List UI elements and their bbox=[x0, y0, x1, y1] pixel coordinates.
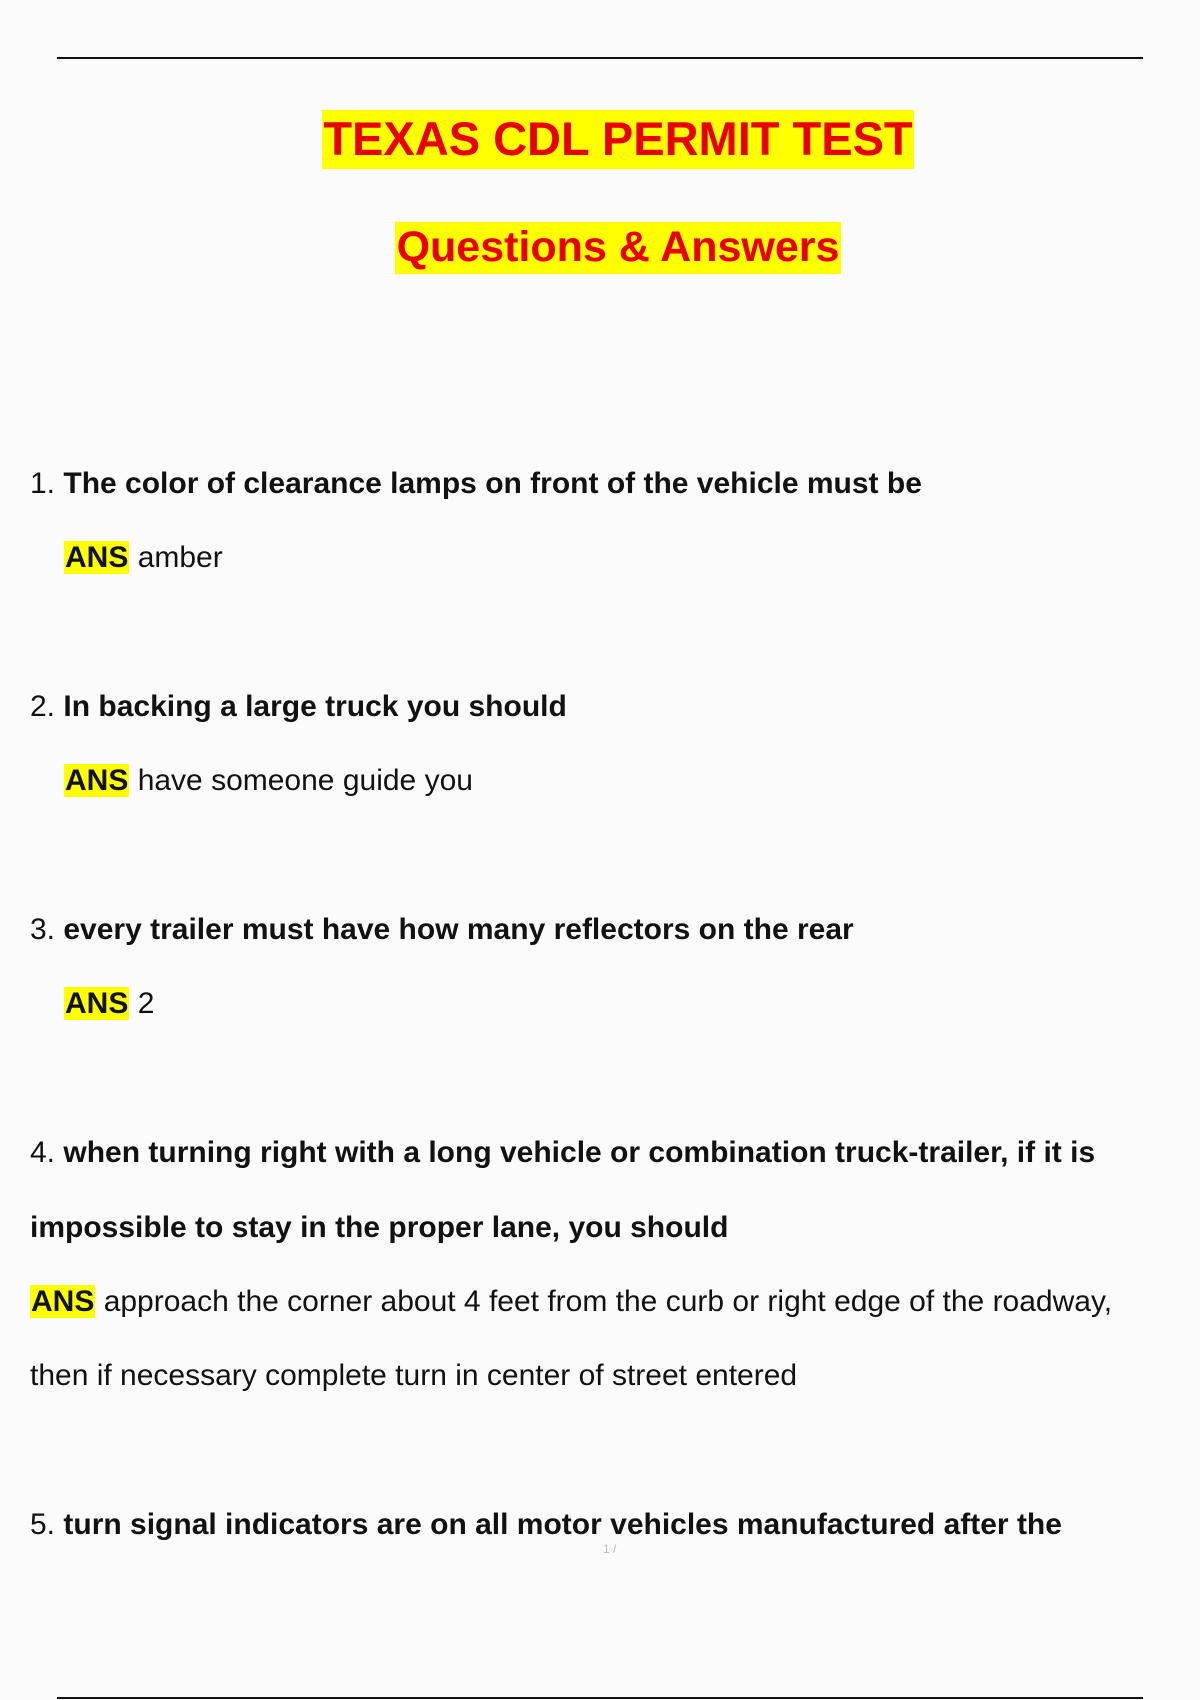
answer-tag: ANS bbox=[65, 987, 129, 1020]
question-5 bbox=[30, 1506, 1062, 1544]
document-title bbox=[0, 110, 1200, 169]
question-number: 3. bbox=[30, 913, 56, 946]
document-subtitle bbox=[0, 222, 1200, 274]
answer-tag: ANS bbox=[65, 541, 129, 574]
question-4 bbox=[30, 1134, 1095, 1172]
question-1 bbox=[30, 465, 922, 503]
document-title-text: TEXAS CDL PERMIT TEST bbox=[322, 110, 913, 169]
page-marker: 1 / bbox=[603, 1542, 617, 1556]
answer-text: amber bbox=[137, 541, 223, 574]
question-2 bbox=[30, 688, 567, 726]
answer-1 bbox=[64, 539, 223, 577]
bottom-rule bbox=[57, 1697, 1143, 1699]
question-3 bbox=[30, 911, 854, 949]
question-number: 5. bbox=[30, 1508, 56, 1541]
answer-3 bbox=[64, 985, 154, 1023]
answer-4 bbox=[30, 1283, 1112, 1321]
answer-tag: ANS bbox=[65, 764, 129, 797]
answer-text: have someone guide you bbox=[137, 764, 473, 797]
question-text: when turning right with a long vehicle or combination truck-trailer, if it is bbox=[63, 1136, 1096, 1169]
question-4-continued: impossible to stay in the proper lane, you should bbox=[30, 1211, 729, 1244]
question-text: turn signal indicators are on all motor vehicles manufactured after the bbox=[63, 1508, 1062, 1541]
answer-tag: ANS bbox=[31, 1285, 95, 1318]
answer-text: 2 bbox=[137, 987, 155, 1020]
question-text: In backing a large truck you should bbox=[63, 690, 567, 723]
question-number: 2. bbox=[30, 690, 56, 723]
question-text: every trailer must have how many reflectors on the rear bbox=[63, 913, 854, 946]
document-subtitle-text: Questions & Answers bbox=[395, 222, 842, 274]
question-text: The color of clearance lamps on front of the vehicle must be bbox=[63, 467, 922, 500]
answer-text: approach the corner about 4 feet from the curb or right edge of the roadway, bbox=[103, 1285, 1113, 1318]
question-number: 1. bbox=[30, 467, 56, 500]
question-number: 4. bbox=[30, 1136, 56, 1169]
answer-4-continued: then if necessary complete turn in center of street entered bbox=[30, 1359, 798, 1392]
top-rule bbox=[57, 57, 1143, 59]
answer-2 bbox=[64, 762, 473, 800]
